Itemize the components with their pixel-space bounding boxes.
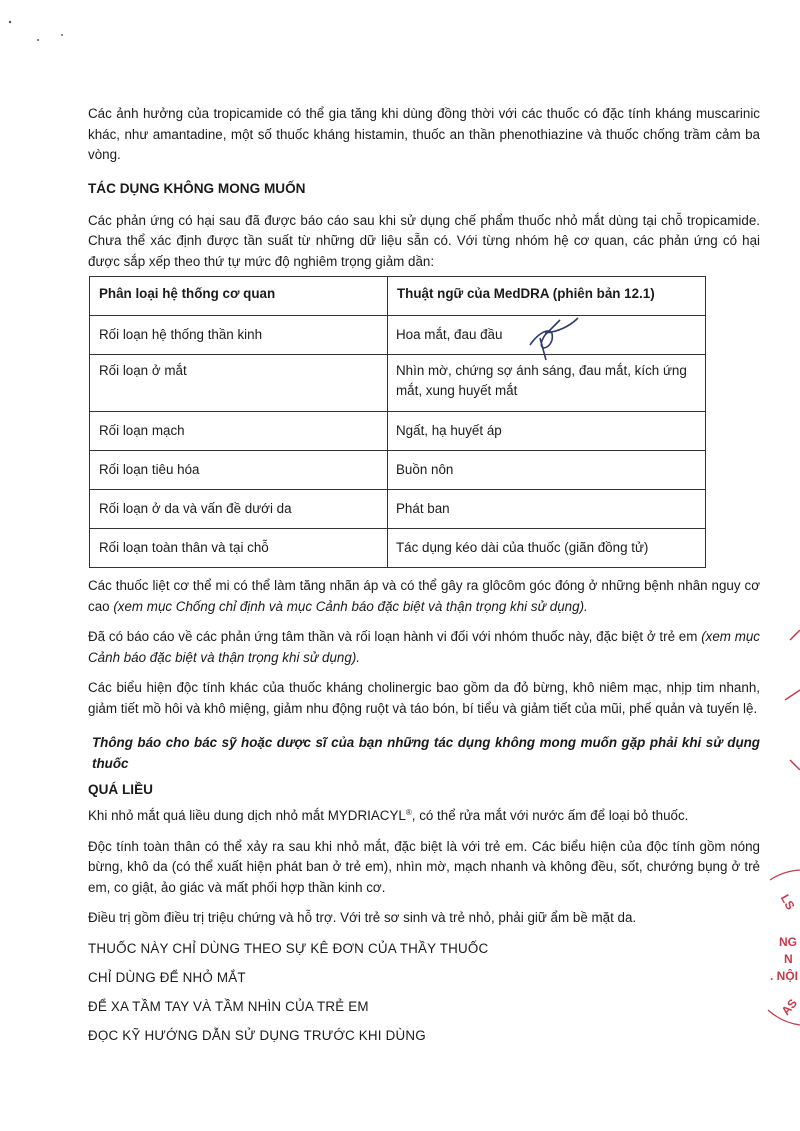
table-cell-term: Phát ban: [388, 490, 706, 529]
table-cell-organ: Rối loạn toàn thân và tại chỗ: [90, 529, 388, 568]
anticholinergic-paragraph: Các biểu hiện độc tính khác của thuốc kháng cholinergic bao gồm da đỏ bừng, khô niêm mạc, nhịp tim nhanh, giảm tiết mồ hôi và khô miệng, giảm nhu động ruột và táo bón, bí tiểu và giảm tiết của mũi, phế quản và tuyến lệ.: [88, 680, 760, 716]
table-cell-organ: Rối loạn ở da và vấn đề dưới da: [90, 490, 388, 529]
registered-mark: ®: [405, 808, 412, 817]
table-cell-term: Tác dụng kéo dài của thuốc (giãn đồng tử): [388, 529, 706, 568]
table-header-meddra-term: Thuật ngữ của MedDRA (phiên bản 12.1): [388, 277, 706, 316]
table-cell-organ: Rối loạn hệ thống thần kinh: [90, 316, 388, 355]
table-cell-term: Nhìn mờ, chứng sợ ánh sáng, đau mắt, kích ứng mắt, xung huyết mắt: [388, 355, 706, 412]
overdose-paragraph-2: Độc tính toàn thân có thể xảy ra sau khi nhỏ mắt, đặc biệt là với trẻ em. Các biểu hiện của độc tính gồm nóng bừng, khô da (có thể xuất hiện phát ban ở trẻ em), nhìn mờ, mạch nhanh và không đều, sốt, chướng bụng ở trẻ em, co giật, ảo giác và mất phối hợp thần kinh cơ.: [88, 838, 760, 895]
overdose-text-b: , có thể rửa mắt với nước ấm để loại bỏ thuốc.: [411, 808, 689, 823]
scan-dot: [61, 34, 63, 36]
table-cell-term: Hoa mắt, đau đầu: [388, 316, 706, 355]
intro-paragraph: Các ảnh hưởng của tropicamide có thể gia tăng khi dùng đồng thời với các thuốc có đặc tính kháng muscarinic khác, như amantadine, một số thuốc kháng histamin, thuốc an thần phenothiazine và thuốc chống trầm cảm ba vòng.: [88, 106, 760, 162]
scan-dot: [9, 21, 11, 23]
stamp-edge-icon: [785, 630, 800, 770]
table-header-organ-class: Phân loại hệ thống cơ quan: [90, 277, 388, 316]
keep-away-children-statement: ĐỂ XA TẦM TAY VÀ TẦM NHÌN CỦA TRẺ EM: [88, 998, 369, 1014]
table-cell-organ: Rối loạn ở mắt: [90, 355, 388, 412]
handwritten-initials-icon: [530, 318, 578, 360]
overdose-text-a: Khi nhỏ mắt quá liều dung dịch nhỏ mắt MYDRIACYL: [88, 808, 406, 823]
overdose-heading: QUÁ LIỀU: [88, 782, 153, 797]
glaucoma-text: Các thuốc liệt cơ thể mi có thể làm tăng nhãn áp và có thể gây ra glôcôm góc đóng ở những bệnh nhân nguy cơ cao: [88, 578, 760, 614]
read-instructions-statement: ĐỌC KỸ HƯỚNG DẪN SỬ DỤNG TRƯỚC KHI DÙNG: [88, 1027, 426, 1043]
stamp-fragment: LS: [777, 891, 798, 913]
stamp-fragment: . NỘI: [770, 969, 799, 983]
eye-use-only-statement: CHỈ DÙNG ĐỂ NHỎ MẮT: [88, 969, 246, 985]
table-cell-organ: Rối loạn mạch: [90, 412, 388, 451]
psychiatric-text: Đã có báo cáo về các phản ứng tâm thần và rối loạn hành vi đối với nhóm thuốc này, đặc biệt ở trẻ em: [88, 629, 702, 644]
table-cell-organ: Rối loạn tiêu hóa: [90, 451, 388, 490]
stamp-fragment: NG: [779, 935, 797, 949]
report-notice: Thông báo cho bác sỹ hoặc dược sĩ của bạn những tác dụng không mong muốn gặp phải khi sử dụng thuốc: [92, 735, 760, 771]
scan-dot: [37, 39, 39, 41]
adverse-effects-paragraph: Các phản ứng có hại sau đã được báo cáo sau khi sử dụng chế phẩm thuốc nhỏ mắt dùng tại chỗ tropicamide. Chưa thể xác định được tần suất từ những dữ liệu sẵn có. Với từng nhóm hệ cơ quan, các phản ứng có hại được sắp xếp theo thứ tự mức độ nghiêm trọng giảm dần:: [88, 212, 760, 269]
stamp-fragment: N: [784, 952, 793, 966]
psychiatric-reference: (xem mục Cảnh báo đặc biệt và thận trọng khi sử dụng).: [88, 629, 761, 665]
overdose-paragraph-3: Điều trị gồm điều trị triệu chứng và hỗ trợ. Với trẻ sơ sinh và trẻ nhỏ, phải giữ ẩm bề mặt da.: [88, 910, 637, 925]
adverse-effects-heading: TÁC DỤNG KHÔNG MONG MUỐN: [88, 180, 306, 196]
stamp-fragment: AS: [778, 996, 800, 1018]
prescription-only-statement: THUỐC NÀY CHỈ DÙNG THEO SỰ KÊ ĐƠN CỦA THẦY THUỐC: [88, 940, 489, 956]
table-cell-term: Buồn nôn: [388, 451, 706, 490]
glaucoma-reference: (xem mục Chống chỉ định và mục Cảnh báo đặc biệt và thận trọng khi sử dụng).: [113, 598, 588, 614]
table-cell-term: Ngất, hạ huyết áp: [388, 412, 706, 451]
